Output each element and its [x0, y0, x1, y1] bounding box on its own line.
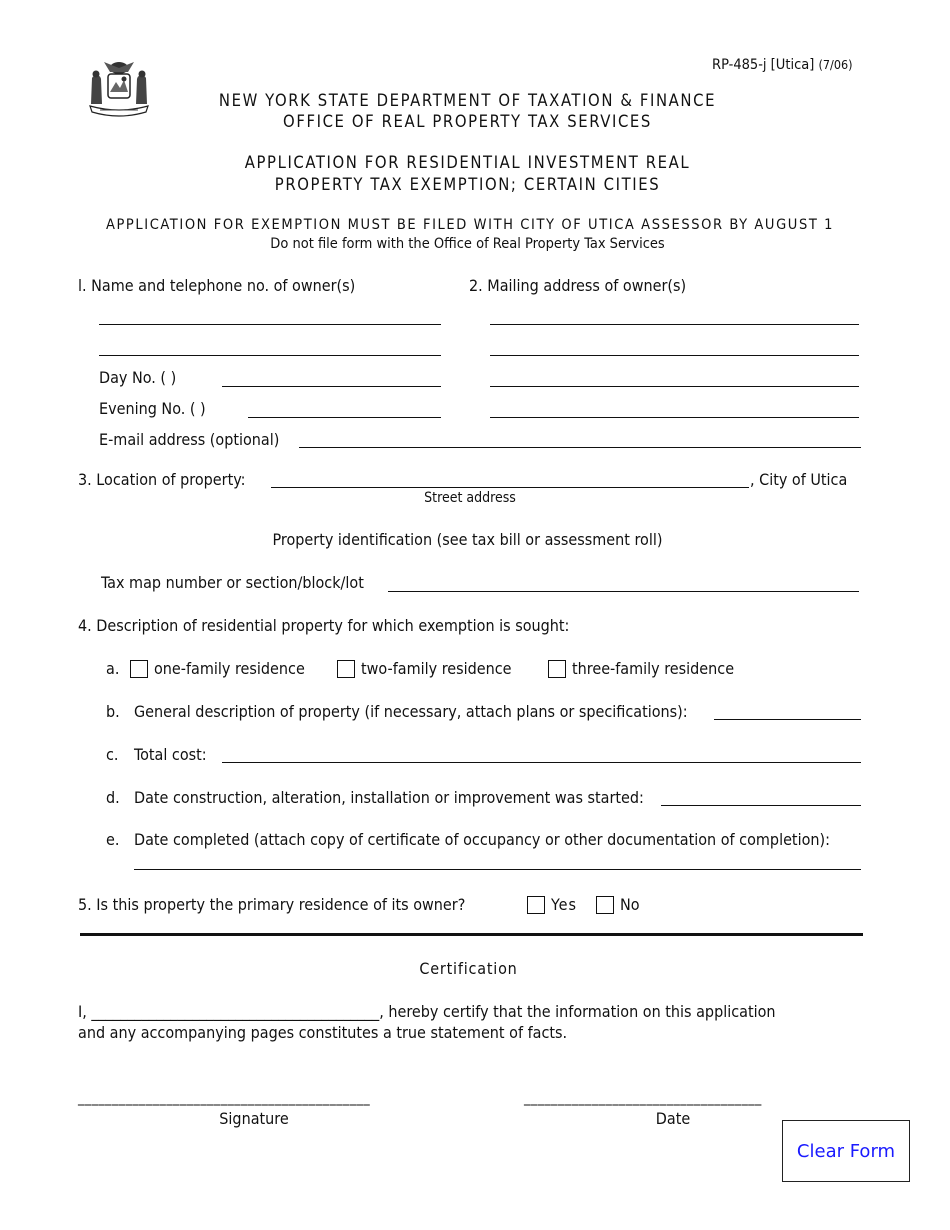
mailing-address-field-3[interactable]: [490, 386, 859, 387]
form-title-line2: PROPERTY TAX EXEMPTION; CERTAIN CITIES: [274, 175, 661, 194]
clear-form-button[interactable]: Clear Form: [782, 1120, 910, 1182]
form-id: RP-485-j [Utica] (7/06): [712, 57, 853, 73]
city-suffix: , City of Utica: [750, 470, 848, 489]
three-family-checkbox[interactable]: [548, 660, 566, 678]
item-c-letter: c.: [106, 745, 119, 764]
item-b-letter: b.: [106, 702, 120, 721]
day-phone-field[interactable]: [222, 386, 441, 387]
date-caption: Date: [655, 1109, 691, 1128]
department-line: NEW YORK STATE DEPARTMENT OF TAXATION & FINANCE: [218, 91, 717, 110]
tax-map-label: Tax map number or section/block/lot: [101, 573, 364, 592]
email-label: E-mail address (optional): [99, 430, 280, 449]
general-description-label: General description of property (if necessary, attach plans or specifications):: [134, 702, 688, 721]
certification-line2: and any accompanying pages constitutes a true statement of facts.: [78, 1023, 568, 1042]
one-family-checkbox[interactable]: [130, 660, 148, 678]
date-field[interactable]: ___________________________________: [524, 1090, 762, 1106]
primary-residence-label: 5. Is this property the primary residence of its owner?: [78, 895, 466, 914]
email-field[interactable]: [299, 447, 861, 448]
mailing-address-field-1[interactable]: [490, 324, 859, 325]
total-cost-label: Total cost:: [134, 745, 207, 764]
total-cost-field[interactable]: [222, 762, 861, 763]
property-id-heading: Property identification (see tax bill or assessment roll): [272, 530, 663, 549]
office-line: OFFICE OF REAL PROPERTY TAX SERVICES: [283, 112, 652, 131]
no-checkbox[interactable]: [596, 896, 614, 914]
property-location-label: 3. Location of property:: [78, 470, 246, 489]
mailing-address-field-2[interactable]: [490, 355, 859, 356]
item-d-letter: d.: [106, 788, 120, 807]
property-description-label: 4. Description of residential property for which exemption is sought:: [78, 616, 570, 635]
no-label: No: [620, 895, 640, 914]
mailing-address-field-4[interactable]: [490, 417, 859, 418]
owner-name-label: l. Name and telephone no. of owner(s): [78, 276, 356, 295]
item-e-letter: e.: [106, 830, 120, 849]
two-family-checkbox[interactable]: [337, 660, 355, 678]
filing-notice: APPLICATION FOR EXEMPTION MUST BE FILED WITH CITY OF UTICA ASSESSOR BY AUGUST 1: [105, 217, 835, 233]
tax-map-field[interactable]: [388, 591, 859, 592]
owner-name-field-1[interactable]: [99, 324, 441, 325]
section-divider: [80, 933, 863, 936]
completion-date-field[interactable]: [134, 869, 861, 870]
signature-caption: Signature: [219, 1109, 289, 1128]
filing-subnotice: Do not file form with the Office of Real Property Tax Services: [270, 236, 665, 252]
mailing-address-label: 2. Mailing address of owner(s): [469, 276, 687, 295]
start-date-field[interactable]: [661, 805, 861, 806]
street-address-field[interactable]: [271, 487, 749, 488]
one-family-label: one-family residence: [154, 659, 305, 678]
certification-heading: Certification: [419, 959, 518, 978]
evening-phone-label: Evening No. ( ): [99, 399, 206, 418]
item-a-letter: a.: [106, 659, 120, 678]
street-address-caption: Street address: [424, 490, 516, 506]
three-family-label: three-family residence: [572, 659, 735, 678]
start-date-label: Date construction, alteration, installation or improvement was started:: [134, 788, 644, 807]
general-description-field[interactable]: [714, 719, 861, 720]
signature-field[interactable]: ___________________________________________: [78, 1090, 371, 1106]
yes-checkbox[interactable]: [527, 896, 545, 914]
form-title-line1: APPLICATION FOR RESIDENTIAL INVESTMENT REAL: [244, 153, 691, 172]
day-phone-label: Day No. ( ): [99, 368, 177, 387]
yes-label: Yes: [551, 895, 578, 914]
two-family-label: two-family residence: [361, 659, 512, 678]
evening-phone-field[interactable]: [248, 417, 441, 418]
owner-name-field-2[interactable]: [99, 355, 441, 356]
certification-line1: I, ________________________________________, hereby certify that the information on this application: [78, 1002, 776, 1021]
completion-date-label: Date completed (attach copy of certificate of occupancy or other documentation of completion):: [134, 830, 830, 849]
